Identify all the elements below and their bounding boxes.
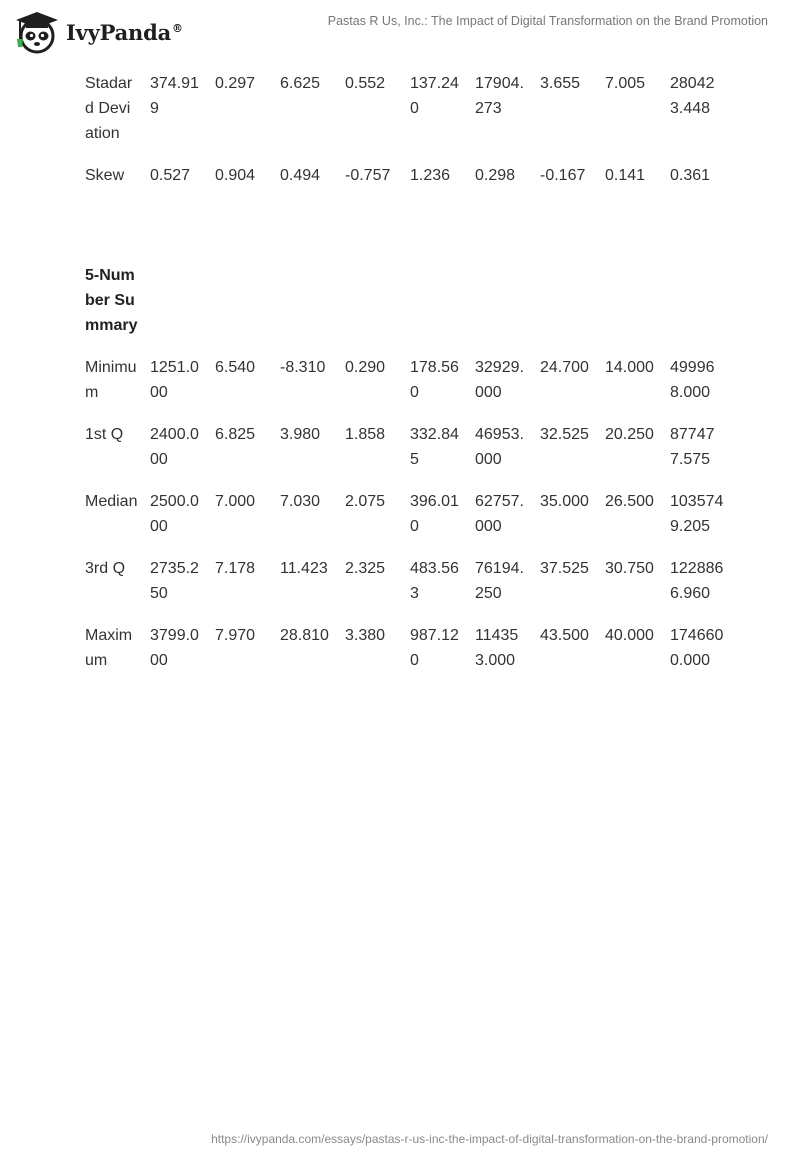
table-cell: 3.655: [540, 75, 581, 92]
row-label: Median: [85, 493, 138, 510]
table-cell: 14.000: [605, 359, 654, 376]
table-cell: -0.757: [345, 167, 391, 184]
panda-graduate-icon: [14, 9, 60, 55]
table-cell: 26.500: [605, 493, 654, 510]
table-cell: 7.178: [215, 560, 256, 577]
table-cell: 114353.000: [475, 627, 519, 669]
table-cell: 30.750: [605, 560, 654, 577]
row-label: 1st Q: [85, 426, 124, 443]
table-cell: 374.919: [150, 75, 199, 117]
table-cell: 7.970: [215, 627, 256, 644]
table-cell: 2735.250: [150, 560, 199, 602]
table-row: [78, 158, 728, 200]
empty-cell: [663, 258, 728, 350]
table-cell: 3799.000: [150, 627, 199, 669]
empty-cell: [208, 258, 273, 350]
table-cell: -0.167: [540, 167, 586, 184]
table-cell: 46953.000: [475, 426, 524, 468]
empty-cell: [273, 258, 338, 350]
table-cell: 987.120: [410, 627, 459, 669]
row-label: Skew: [85, 167, 125, 184]
table-cell: 0.290: [345, 359, 386, 376]
empty-cell: [338, 258, 403, 350]
table-cell: 76194.250: [475, 560, 524, 602]
statistics-table-body: [78, 66, 728, 685]
table-cell: 7.000: [215, 493, 256, 510]
table-cell: 1228866.960: [670, 560, 724, 602]
empty-cell: [403, 258, 468, 350]
table-row: [78, 551, 728, 618]
table-row: [78, 350, 728, 417]
table-cell: 3.380: [345, 627, 386, 644]
table-cell: 877477.575: [670, 426, 715, 468]
table-row: [78, 484, 728, 551]
table-cell: 0.141: [605, 167, 646, 184]
table-cell: 2500.000: [150, 493, 199, 535]
document-title: Pastas R Us, Inc.: The Impact of Digital Transformation on the Brand Promotion: [327, 14, 768, 28]
table-cell: 40.000: [605, 627, 654, 644]
table-cell: 332.845: [410, 426, 459, 468]
table-cell: 2.325: [345, 560, 386, 577]
table-cell: 0.494: [280, 167, 321, 184]
table-cell: 2.075: [345, 493, 386, 510]
table-cell: 0.297: [215, 75, 256, 92]
table-cell: 3.980: [280, 426, 321, 443]
section-spacer: [78, 200, 728, 258]
empty-cell: [598, 258, 663, 350]
table-cell: -8.310: [280, 359, 326, 376]
table-cell: 11.423: [280, 560, 328, 577]
table-cell: 32.525: [540, 426, 589, 443]
table-cell: 396.010: [410, 493, 459, 535]
row-label: 3rd Q: [85, 560, 126, 577]
ivypanda-logo[interactable]: [14, 8, 183, 56]
empty-cell: [533, 258, 598, 350]
table-cell: 0.527: [150, 167, 191, 184]
table-cell: 280423.448: [670, 75, 715, 117]
source-url[interactable]: https://ivypanda.com/essays/pastas-r-us-inc-the-impact-of-digital-transformation-on-the-brand-promotion/: [211, 1132, 768, 1146]
table-cell: 178.560: [410, 359, 459, 401]
table-row: [78, 417, 728, 484]
table-cell: 28.810: [280, 627, 329, 644]
table-cell: 6.540: [215, 359, 256, 376]
table-cell: 24.700: [540, 359, 589, 376]
spacer-cell: [78, 200, 728, 258]
table-cell: 7.030: [280, 493, 321, 510]
table-cell: 499968.000: [670, 359, 715, 401]
table-cell: 1.236: [410, 167, 451, 184]
empty-cell: [143, 258, 208, 350]
table-cell: 483.563: [410, 560, 459, 602]
table-cell: 35.000: [540, 493, 589, 510]
table-cell: 0.904: [215, 167, 256, 184]
table-cell: 62757.000: [475, 493, 524, 535]
table-cell: 2400.000: [150, 426, 199, 468]
table-cell: 1746600.000: [670, 627, 724, 669]
section-header-row: [78, 258, 728, 350]
table-cell: 37.525: [540, 560, 589, 577]
statistics-table: [78, 66, 728, 685]
section-title: 5-Number Summary: [85, 267, 138, 334]
table-cell: 20.250: [605, 426, 654, 443]
row-label: Minimum: [85, 359, 137, 401]
statistics-table-container: [78, 66, 728, 685]
page-header: [0, 0, 800, 62]
table-cell: 32929.000: [475, 359, 524, 401]
table-cell: 1035749.205: [670, 493, 724, 535]
row-label: Stadard Deviation: [85, 75, 133, 142]
table-row: [78, 66, 728, 158]
table-cell: 7.005: [605, 75, 646, 92]
brand-name: IvyPanda®: [66, 19, 183, 45]
table-cell: 17904.273: [475, 75, 524, 117]
table-cell: 137.240: [410, 75, 459, 117]
table-cell: 1.858: [345, 426, 386, 443]
table-cell: 1251.000: [150, 359, 199, 401]
table-cell: 6.825: [215, 426, 256, 443]
table-cell: 0.552: [345, 75, 386, 92]
table-cell: 43.500: [540, 627, 589, 644]
table-cell: 0.298: [475, 167, 516, 184]
table-row: [78, 618, 728, 685]
registered-mark: ®: [172, 21, 183, 35]
table-cell: 6.625: [280, 75, 321, 92]
row-label: Maximum: [85, 627, 133, 669]
empty-cell: [468, 258, 533, 350]
table-cell: 0.361: [670, 167, 711, 184]
